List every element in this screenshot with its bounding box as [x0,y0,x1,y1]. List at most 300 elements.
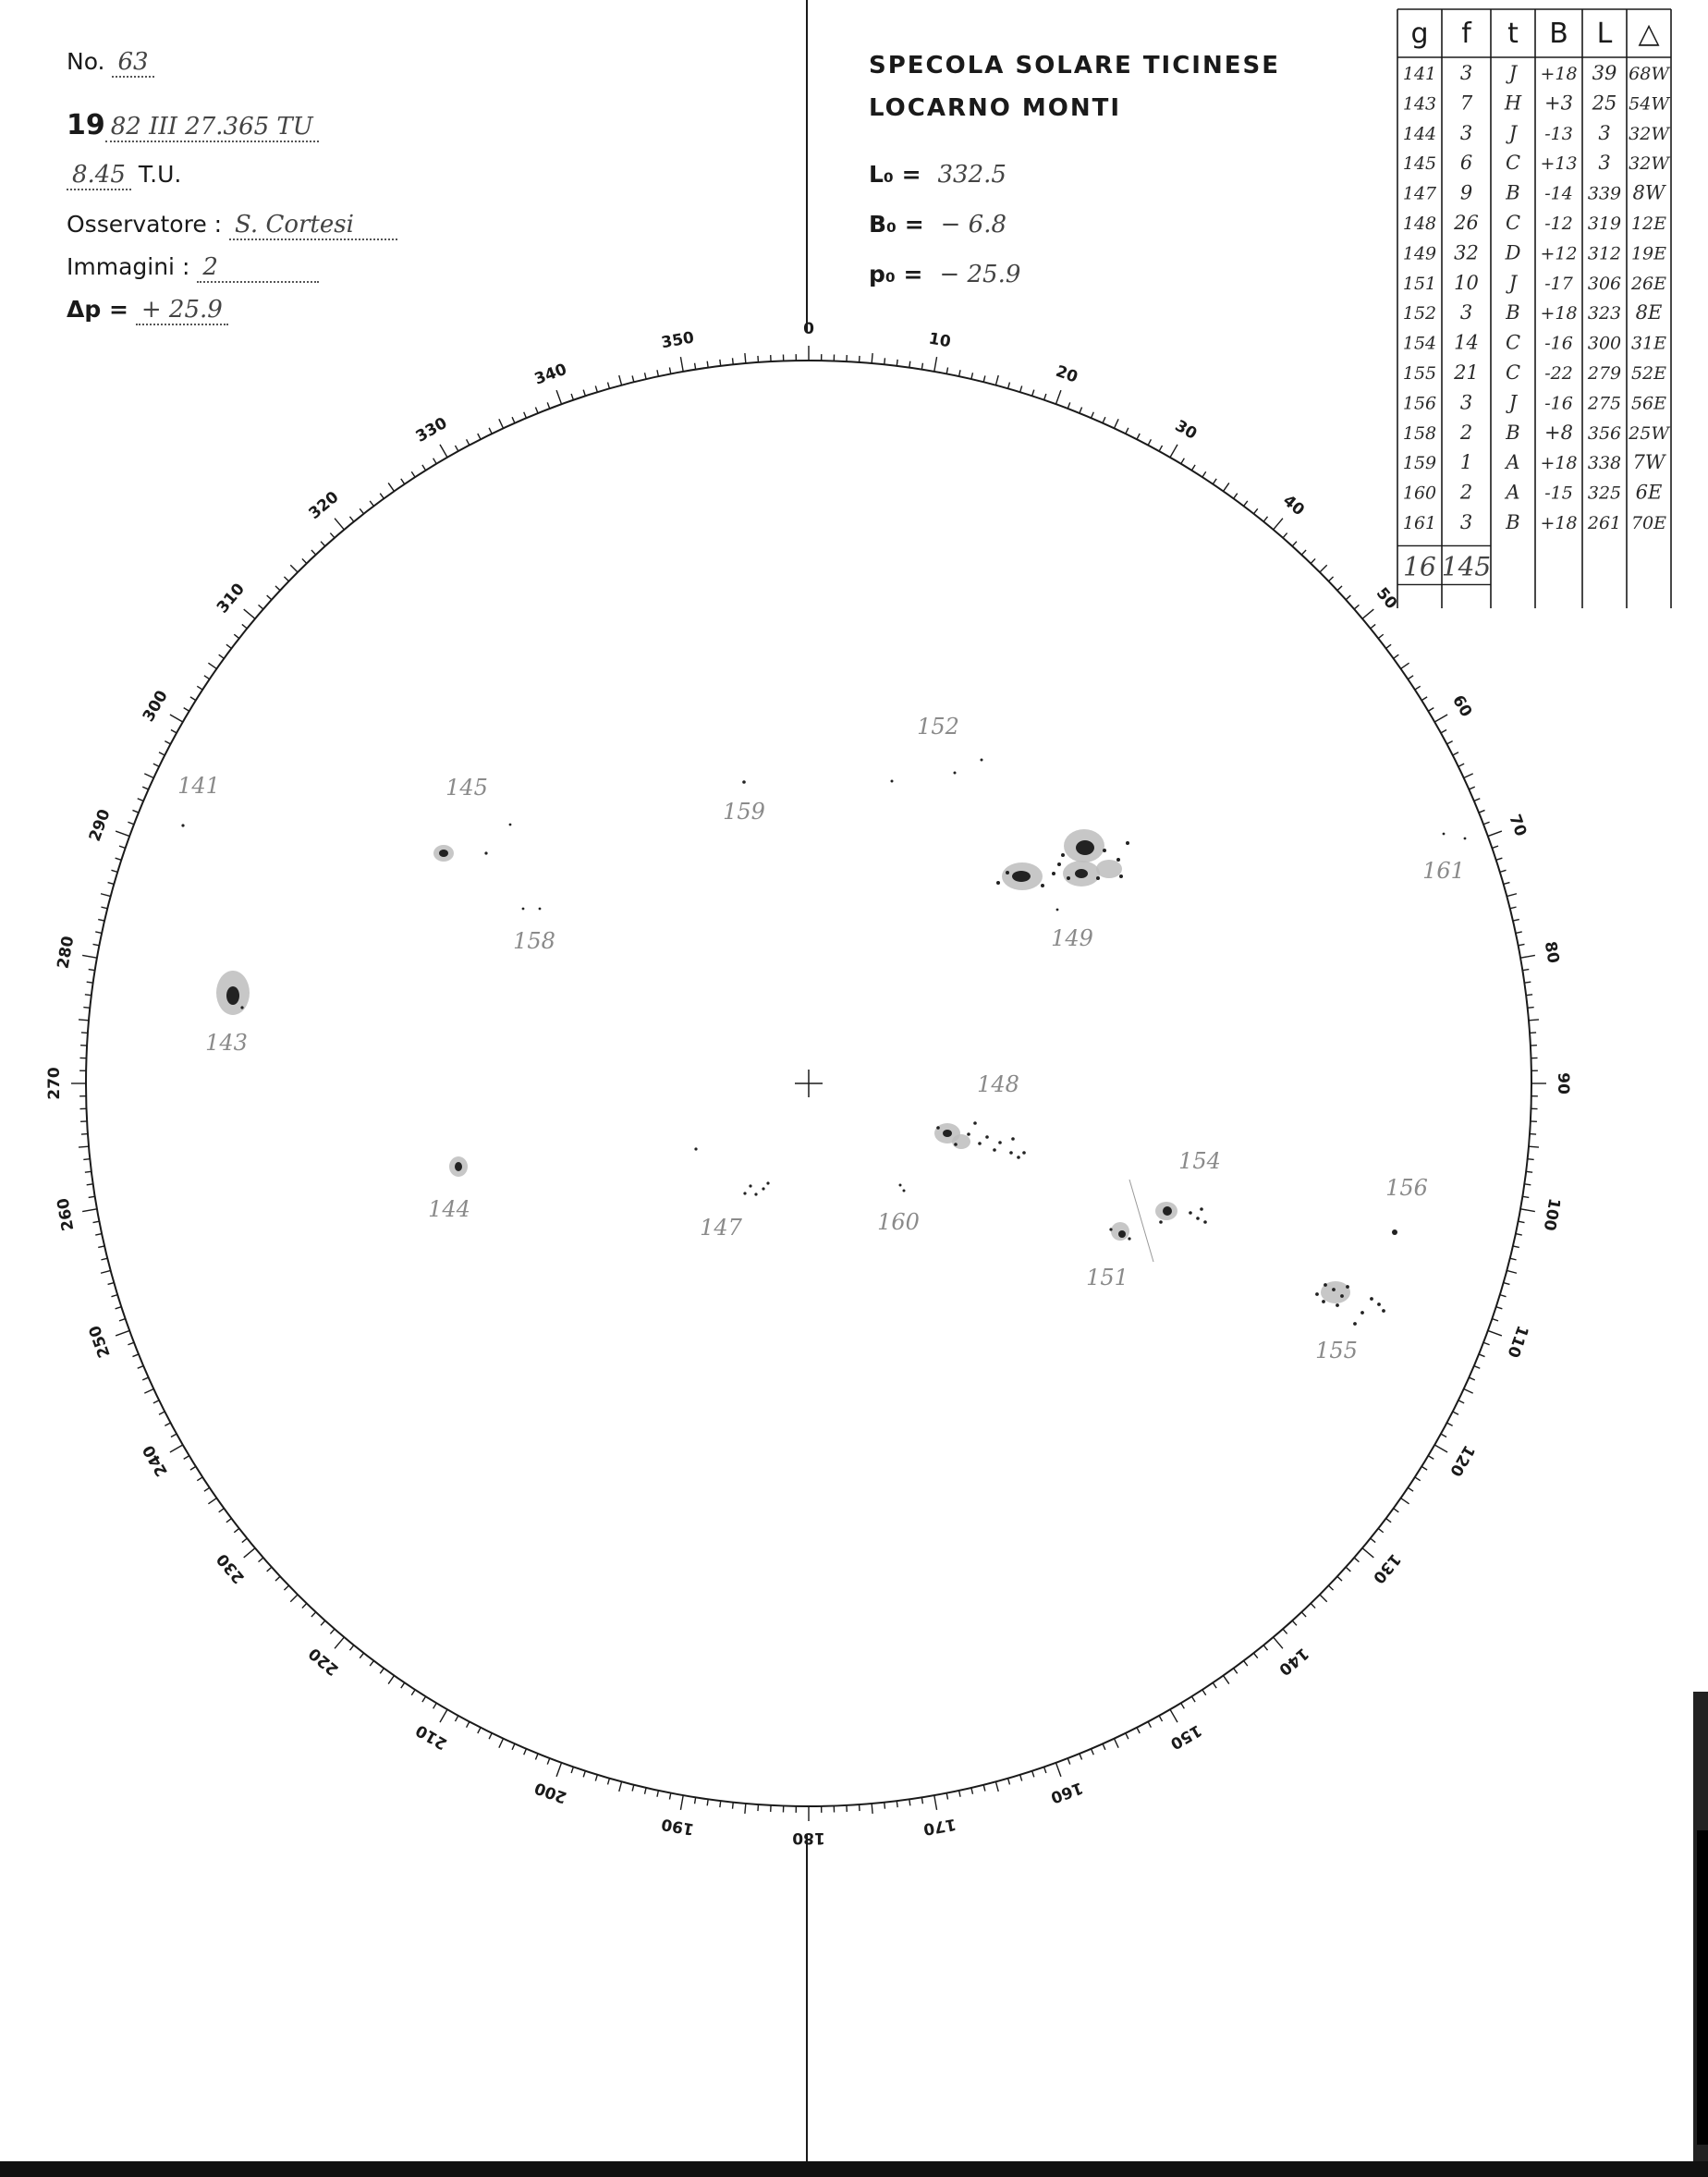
scale-tick [290,565,298,572]
scale-tick [1044,394,1046,400]
scale-tick [197,686,202,690]
scale-tick [1528,1008,1534,1009]
scale-tick [1148,439,1151,445]
scale-tick [1519,1221,1525,1222]
scale-tick [82,1209,97,1212]
scale-tick [1137,1728,1140,1733]
spot-149-8 [1119,874,1123,878]
spot-155-6 [1322,1300,1325,1303]
group-label-152: 152 [917,714,959,740]
scale-tick [190,1466,196,1470]
table-cell: 149 [1402,243,1437,264]
scale-tick [1055,1763,1060,1777]
spot-148-8 [1011,1137,1015,1141]
scale-tick [422,465,426,471]
scale-tick [171,729,177,732]
table-cell: 7W [1632,451,1665,474]
scale-tick [165,741,170,744]
scale-tick [535,407,538,412]
scale-tick [1337,586,1342,591]
scale-tick [165,1423,170,1425]
table-header-1: f [1461,18,1471,50]
scale-tick [101,894,111,897]
scale-tick [330,533,335,538]
scale-tick [244,1548,255,1558]
scale-tick [234,634,239,638]
scale-tick [524,412,527,418]
scale-tick [1446,1423,1452,1425]
scale-tick [455,446,458,451]
table-cell: -12 [1544,214,1573,234]
spot-155-1 [1324,1283,1327,1287]
scale-tick [1394,654,1399,658]
scale-tick [83,1008,90,1009]
scale-tick [1408,1487,1413,1491]
scale-label: 110 [1503,1322,1532,1361]
table-cell: 25 [1592,92,1617,115]
scale-tick [171,1434,177,1437]
table-cell: 279 [1587,363,1622,384]
table-cell: 319 [1587,214,1622,234]
table-cell: 154 [1402,333,1437,354]
scale-tick [884,358,885,364]
group-label-156: 156 [1385,1175,1428,1201]
observer-value: S. Cortesi [229,211,397,240]
scale-tick [1520,955,1535,958]
scale-tick [946,1793,947,1800]
scale-tick [595,1775,597,1781]
scale-tick [909,361,910,368]
scale-tick [79,1146,89,1147]
table-cell: 6E [1635,481,1663,504]
scale-tick [422,1696,426,1702]
year-prefix: 19 [67,109,105,141]
table-header-2: t [1507,18,1519,50]
scale-tick [1311,558,1315,563]
table-cell: 275 [1587,393,1622,414]
scale-tick [921,363,922,370]
scale-tick [1516,932,1522,933]
scale-tick [971,1788,973,1794]
table-cell: 151 [1402,273,1437,294]
scale-tick [1234,494,1238,499]
scale-tick [184,1456,189,1460]
scale-tick [1202,1690,1206,1695]
table-cell: 159 [1402,453,1437,474]
scale-tick [1126,1733,1128,1739]
scale-tick [1224,483,1229,491]
spot-147-5 [766,1181,769,1184]
scale-tick [335,1637,344,1648]
scale-tick [1504,1283,1510,1285]
scale-tick [1526,1171,1532,1172]
scale-tick [1446,741,1452,744]
scale-tick [632,375,634,382]
scale-tick [267,595,272,600]
scale-tick [1524,982,1531,983]
scale-tick [1474,1366,1480,1369]
spot-152b [954,772,957,775]
table-cell: 147 [1402,183,1437,204]
scale-tick [242,624,247,628]
scale-tick [1126,428,1128,434]
scale-tick [1020,1775,1022,1781]
scale-tick [934,357,937,372]
spot-155-0 [1315,1292,1319,1296]
scale-tick [1191,465,1195,471]
scale-tick [489,428,492,434]
spot-147-3 [754,1192,757,1195]
scale-label: 150 [1166,1720,1205,1754]
group-label-145: 145 [445,775,488,801]
scale-label: 130 [1369,1549,1405,1587]
spot-147-1 [743,1192,746,1194]
table-cell: 19E [1630,243,1667,264]
table-cell: +18 [1540,303,1578,324]
scale-tick [1469,1377,1474,1380]
scale-tick [556,390,561,404]
table-cell: B [1506,421,1520,444]
group-label-155: 155 [1315,1338,1358,1364]
table-cell: 6 [1459,152,1473,175]
spot-148-3 [978,1142,982,1145]
scale-tick [680,1795,683,1810]
spot-155-9 [1382,1309,1385,1313]
spot-151-0 [1109,1228,1112,1230]
table-cell: 39 [1592,62,1617,84]
table-cell: 3 [1459,301,1473,324]
spot-149-0 [996,881,1000,885]
scale-tick [244,609,255,618]
scale-tick [1114,419,1118,428]
scale-tick [95,1234,102,1235]
scale-tick [1479,1354,1484,1357]
scale-tick [583,390,585,397]
scale-tick [971,373,973,379]
scale-tick [101,1270,111,1273]
spot-149-2 [1041,884,1044,887]
record-number-label: No. [67,48,105,75]
scale-tick [370,501,373,507]
scale-tick [440,1709,447,1722]
scale-tick [1378,1528,1384,1532]
scale-tick [144,774,153,778]
spot-149-6 [1103,849,1106,852]
scale-tick [467,439,470,445]
spot-160b [903,1190,906,1192]
table-cell: 54W [1629,93,1669,115]
group-label-147: 147 [700,1215,742,1241]
scale-tick [946,367,947,373]
scale-tick [524,1749,527,1755]
table-cell: 26E [1630,273,1667,294]
scale-tick [1320,1595,1327,1602]
scale-tick [335,519,344,530]
table-cell: J [1508,121,1518,144]
scale-tick [83,1159,90,1160]
scale-tick [1159,446,1162,451]
group-label-141: 141 [177,773,220,799]
umbra-154 [1163,1206,1172,1216]
scale-tick [959,370,960,376]
scale-tick [142,787,148,789]
delta-p-label: Δp = [67,296,128,323]
scale-tick [512,417,515,422]
scale-tick [909,1799,910,1805]
spot-155-11 [1353,1322,1357,1326]
table-header-5: △ [1638,18,1660,50]
scan-edge-bottom [0,2161,1708,2177]
scale-tick [85,995,92,996]
scale-tick [170,715,183,722]
spot-148-6 [998,1141,1002,1144]
scale-tick [1394,1509,1399,1512]
scale-tick [499,419,504,428]
table-cell: 145 [1402,153,1437,175]
table-cell: A [1506,481,1520,504]
table-cell: 68W [1629,64,1669,84]
table-cell: 356 [1587,422,1622,444]
scale-tick [1479,810,1484,813]
table-cell: 7 [1459,92,1473,115]
spot-151-1 [1128,1237,1130,1240]
scale-tick [1401,663,1409,668]
spot-148-0 [936,1126,940,1130]
scale-tick [92,944,99,945]
scale-tick [197,1477,202,1481]
scale-tick [499,1739,504,1748]
scale-tick [101,907,107,909]
table-cell: 141 [1402,64,1437,84]
scale-tick [608,1779,610,1785]
scale-tick [1522,970,1529,971]
scale-tick [695,1797,696,1804]
table-cell: 10 [1454,271,1479,294]
spot-154-4 [1200,1207,1203,1211]
spot-149-7 [1116,858,1120,862]
scale-tick [921,1797,922,1804]
table-cell: C [1505,361,1521,384]
time-unit: T.U. [138,161,182,188]
scale-tick [311,550,316,555]
scale-tick [1507,1270,1517,1273]
scale-tick [111,1295,117,1297]
table-cell: 2 [1459,481,1473,504]
spot-149-1 [1006,871,1009,874]
scale-tick [595,385,597,392]
group-label-160: 160 [877,1209,920,1235]
scale-label: 310 [213,580,249,618]
scale-tick [190,697,196,701]
table-cell: C [1505,212,1521,234]
table-cell: 160 [1402,483,1437,504]
table-cell: B [1506,511,1520,533]
table-cell: 156 [1402,393,1437,414]
table-cell: 25W [1629,422,1669,444]
scale-tick [1354,605,1359,609]
scale-label: 290 [85,806,115,845]
scale-tick [275,1576,280,1581]
scale-tick [478,434,481,439]
scale-tick [330,1629,335,1633]
spot-158b [539,908,542,911]
scale-tick [101,1258,107,1260]
table-cell: 306 [1587,273,1622,294]
umbra-151 [1118,1230,1126,1238]
scale-tick [1234,1669,1238,1674]
table-cell: -17 [1544,273,1573,294]
scale-tick [128,1342,134,1345]
table-cell: 70E [1630,513,1667,533]
table-cell: A [1506,451,1520,474]
scale-tick [1504,883,1510,885]
scale-tick [720,360,721,366]
scale-tick [204,1487,210,1491]
scale-tick [1137,434,1140,439]
table-header-3: B [1549,18,1568,50]
spot-149-trail [1056,909,1059,911]
scale-tick [547,402,550,409]
group-label-154: 154 [1178,1148,1221,1174]
table-cell: 1 [1459,451,1473,474]
spot-154-2 [1196,1217,1200,1220]
table-cell: J [1508,271,1518,294]
scale-tick [87,982,93,983]
scale-tick [380,494,384,499]
observatory-name: SPECOLA SOLARE TICINESE [869,52,1280,79]
table-cell: 3 [1459,62,1473,84]
scale-label: 220 [305,1644,343,1680]
scale-tick [1274,1637,1283,1648]
scale-tick [1283,1629,1287,1633]
scale-tick [1032,390,1034,397]
scale-tick [1453,1412,1458,1414]
scale-tick [226,1519,232,1523]
scale-tick [259,1558,263,1562]
group-separator-151-154 [1129,1180,1153,1262]
scale-tick [619,1781,622,1792]
scale-tick [1464,1388,1473,1393]
scale-tick [1292,542,1297,546]
umbra-144 [455,1162,462,1171]
table-cell: 8W [1632,181,1665,204]
table-cell: +3 [1544,92,1573,115]
scale-tick [1434,715,1447,722]
table-cell: 12E [1630,214,1667,234]
scale-label: 200 [531,1778,570,1807]
spot-152c [981,759,983,762]
scale-label: 40 [1279,491,1309,520]
scale-tick [284,1585,288,1590]
scale-tick [1181,459,1185,464]
spot-148-10 [1022,1151,1026,1155]
spot-161a [1443,833,1446,836]
scale-tick [440,445,447,458]
scale-tick [1434,1445,1447,1452]
scale-tick [321,1621,325,1625]
scale-tick [1488,831,1502,836]
scale-tick [184,708,189,712]
umbra-145 [439,850,448,857]
scale-tick [401,479,405,484]
scale-tick [1148,1721,1151,1727]
scale-tick [111,870,117,872]
scale-tick [116,1307,122,1309]
table-cell: +18 [1540,64,1578,84]
scale-tick [360,1653,363,1658]
images-value: 2 [197,253,319,283]
spot-154-3 [1203,1220,1207,1224]
scale-tick [478,1728,481,1733]
table-cell: 158 [1402,422,1437,444]
scale-tick [1320,565,1327,572]
table-header-4: L [1596,18,1613,50]
scale-label: 60 [1448,691,1476,721]
scale-tick [467,1721,470,1727]
scale-tick [290,1595,298,1602]
scale-tick [1032,1771,1034,1778]
table-cell: +8 [1544,421,1573,444]
table-cell: C [1505,152,1521,175]
scale-tick [411,1690,415,1695]
table-total-0: 16 [1403,551,1436,582]
scale-tick [995,1781,998,1792]
scale-tick [1253,1653,1257,1658]
scale-tick [1055,390,1060,404]
scale-tick [159,1412,165,1414]
table-cell: +12 [1540,243,1578,264]
scale-tick [1483,822,1490,825]
scale-tick [138,1366,143,1369]
scale-tick [1068,1758,1070,1765]
group-label-143: 143 [205,1030,248,1056]
table-cell: 9 [1459,181,1473,204]
scale-tick [934,1795,937,1810]
scale-tick [411,471,415,477]
spot-148-5 [993,1148,996,1152]
scale-tick [1513,920,1519,922]
scale-tick [1513,1246,1519,1248]
scale-tick [1441,729,1446,732]
scale-tick [170,1445,183,1452]
scale-tick [1386,644,1392,648]
scale-label: 10 [927,329,953,352]
scale-tick [1386,1519,1392,1523]
scale-tick [1474,799,1480,801]
spot-152a [891,780,894,783]
scale-label: 300 [139,687,172,726]
scale-tick [1528,1159,1534,1160]
scale-tick [1464,774,1473,778]
spot-141 [181,824,184,826]
scale-tick [1224,1676,1229,1684]
scale-tick [745,353,746,363]
images-label: Immagini : [67,253,190,280]
scale-tick [1421,1466,1427,1470]
spot-148-2 [967,1132,970,1136]
scale-tick [82,955,97,958]
scale-tick [1253,508,1257,514]
table-cell: 14 [1454,331,1479,354]
scale-tick [1428,1456,1434,1460]
table-cell: D [1505,241,1521,264]
table-cell: +18 [1540,453,1578,474]
scale-tick [1500,870,1507,872]
scale-tick [1170,1709,1177,1722]
scale-tick [1103,1743,1105,1749]
scale-tick [1329,577,1334,581]
spot-159 [742,780,746,784]
